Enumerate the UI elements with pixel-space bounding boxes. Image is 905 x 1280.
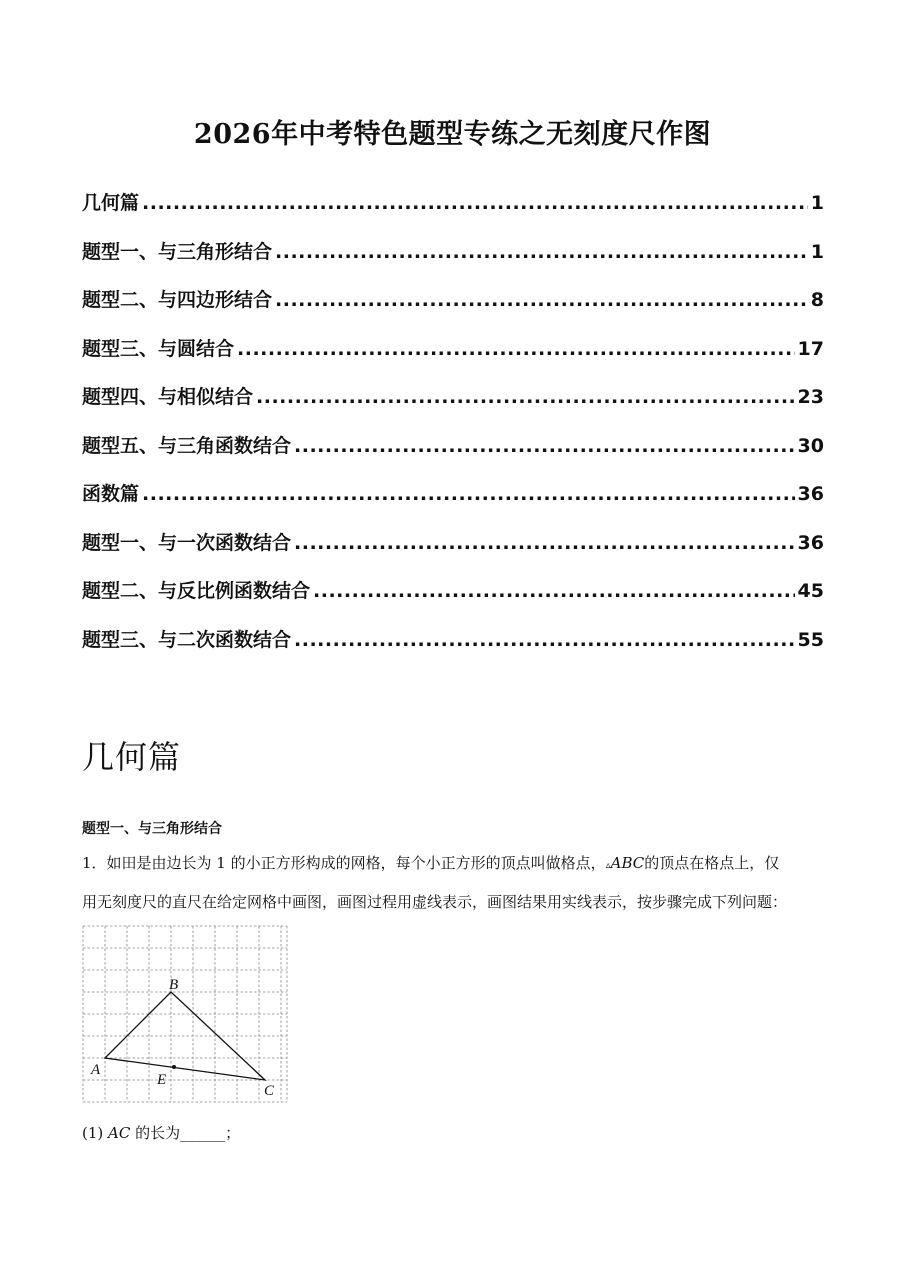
toc-entry-page: 30	[797, 434, 824, 457]
toc-entry[interactable]	[82, 334, 824, 383]
toc-entry-page: 1	[810, 192, 824, 214]
toc-entry-label: 几何篇	[82, 192, 140, 214]
question-text: 的长为______；	[130, 1124, 241, 1142]
document-title: 2026年中考特色题型专练之无刻度尺作图	[193, 119, 712, 150]
toc-entry-label: 题型三、与圆结合	[82, 337, 235, 360]
toc-entry[interactable]	[82, 431, 824, 480]
triangle-name: ABC	[610, 854, 645, 872]
problem-text: 的顶点在格点上，仅	[644, 854, 780, 872]
toc-entry[interactable]	[82, 188, 824, 237]
toc-dot-leader	[313, 580, 795, 602]
segment-name: AC	[108, 1124, 131, 1142]
toc-entry-label: 题型二、与四边形结合	[82, 289, 273, 311]
problem-text-line-1	[82, 852, 827, 873]
table-of-contents	[82, 188, 824, 673]
toc-dot-leader	[275, 289, 808, 311]
toc-entry[interactable]	[82, 528, 824, 577]
toc-entry[interactable]	[82, 479, 824, 528]
toc-entry-label: 函数篇	[82, 483, 140, 505]
toc-entry-page: 55	[797, 628, 824, 651]
label-e: E	[157, 1072, 167, 1088]
toc-dot-leader	[142, 192, 808, 214]
toc-entry-page: 1	[810, 240, 824, 263]
problem-text: 1．如田是由边长为 1 的小正方形构成的网格，每个小正方形的顶点叫做格点，	[82, 854, 606, 872]
toc-dot-leader	[256, 386, 795, 408]
problem-text-line-2: 用无刻度尺的直尺在给定网格中画图，画图过程用虚线表示，画图结果用实线表示，按步骤完成下列问题：	[82, 893, 788, 911]
toc-entry-page: 36	[797, 531, 824, 554]
question-1	[82, 1122, 240, 1143]
toc-entry-label: 题型二、与反比例函数结合	[82, 580, 311, 602]
section-heading: 几何篇	[82, 738, 182, 776]
toc-entry-label: 题型一、与三角形结合	[82, 240, 273, 263]
label-b: B	[169, 977, 179, 993]
toc-dot-leader	[294, 532, 795, 554]
toc-entry-page: 8	[810, 289, 824, 311]
question-type-subheading: 题型一、与三角形结合	[82, 821, 222, 837]
toc-entry-page: 17	[797, 337, 824, 360]
label-c: C	[264, 1083, 275, 1099]
toc-dot-leader	[294, 629, 795, 651]
toc-entry-page: 23	[797, 386, 824, 408]
toc-entry[interactable]	[82, 285, 824, 334]
label-a: A	[91, 1062, 101, 1078]
toc-dot-leader	[237, 338, 795, 360]
toc-entry[interactable]	[82, 625, 824, 674]
toc-dot-leader	[294, 435, 795, 457]
toc-dot-leader	[275, 241, 808, 263]
toc-entry-label: 题型一、与一次函数结合	[82, 531, 292, 554]
point-e	[172, 1065, 176, 1069]
toc-entry-label: 题型三、与二次函数结合	[82, 628, 292, 651]
toc-entry[interactable]	[82, 382, 824, 431]
toc-entry[interactable]	[82, 576, 824, 625]
triangle-symbol: ▵	[605, 860, 611, 871]
toc-entry-page: 36	[797, 483, 824, 505]
toc-entry-label: 题型四、与相似结合	[82, 386, 254, 408]
toc-entry-label: 题型五、与三角函数结合	[82, 434, 292, 457]
question-number: (1)	[82, 1124, 109, 1142]
toc-entry[interactable]	[82, 237, 824, 286]
toc-dot-leader	[142, 483, 795, 505]
grid-lines	[83, 926, 287, 1102]
toc-entry-page: 45	[797, 580, 824, 602]
grid-figure	[82, 925, 292, 1105]
